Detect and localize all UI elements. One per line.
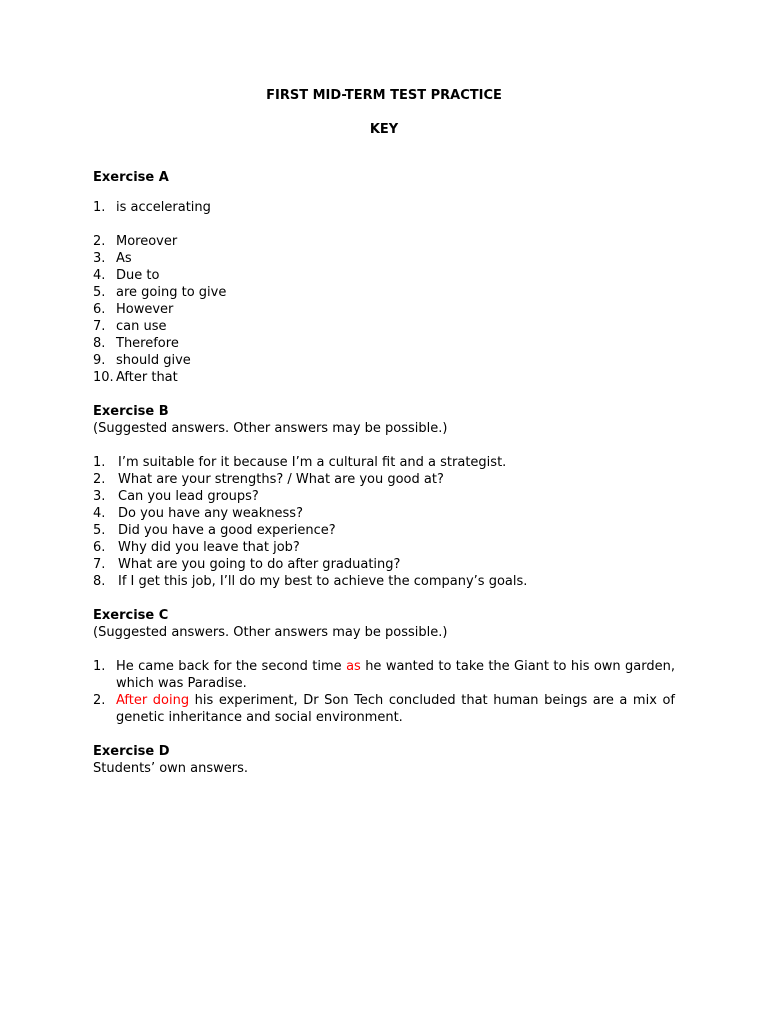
item-number: 1. <box>93 200 106 215</box>
item-answer: If I get this job, I’ll do my best to achieve the company’s goals. <box>118 574 528 589</box>
item-answer <box>116 658 675 692</box>
exercise-d-heading: Exercise D <box>93 744 170 759</box>
item-answer: As <box>116 251 132 266</box>
exercise-d-text: Students’ own answers. <box>93 761 249 776</box>
item-answer: is accelerating <box>116 200 211 215</box>
item-number: 9. <box>93 353 106 368</box>
exercise-b-heading: Exercise B <box>93 404 169 419</box>
item-answer: Did you have a good experience? <box>118 523 336 538</box>
item-number: 8. <box>93 574 106 589</box>
item-answer: Moreover <box>116 234 178 249</box>
highlighted-answer: as <box>346 659 361 674</box>
item-answer: are going to give <box>116 285 227 300</box>
item-number: 2. <box>93 693 106 708</box>
answer-text: He came back for the second time <box>116 659 347 674</box>
exercise-b-note: (Suggested answers. Other answers may be possible.) <box>93 421 448 436</box>
item-number: 2. <box>93 234 106 249</box>
item-number: 2. <box>93 472 106 487</box>
item-answer <box>116 692 675 726</box>
item-number: 7. <box>93 319 106 334</box>
item-number: 3. <box>93 489 106 504</box>
item-number: 1. <box>93 659 106 674</box>
item-number: 4. <box>93 506 106 521</box>
document-title: FIRST MID-TERM TEST PRACTICE <box>266 88 502 103</box>
item-number: 4. <box>93 268 106 283</box>
document-subtitle: KEY <box>369 122 399 137</box>
item-answer: Therefore <box>116 336 179 351</box>
answer-text: his experiment, Dr Son Tech concluded that human beings are a mix of genetic inheritance and social environment. <box>116 693 675 725</box>
item-answer: After that <box>116 370 178 385</box>
item-number: 6. <box>93 302 106 317</box>
item-answer: can use <box>116 319 167 334</box>
item-number: 5. <box>93 523 106 538</box>
item-number: 3. <box>93 251 106 266</box>
item-answer: What are you going to do after graduating? <box>118 557 401 572</box>
exercise-c-heading: Exercise C <box>93 608 169 623</box>
item-answer: Do you have any weakness? <box>118 506 303 521</box>
exercise-a-heading: Exercise A <box>93 170 169 185</box>
item-answer: Due to <box>116 268 160 283</box>
item-number: 6. <box>93 540 106 555</box>
item-answer: should give <box>116 353 191 368</box>
item-number: 10. <box>93 370 114 385</box>
highlighted-answer: After doing <box>116 693 190 708</box>
item-number: 8. <box>93 336 106 351</box>
item-answer: Can you lead groups? <box>118 489 259 504</box>
item-answer: I’m suitable for it because I’m a cultural fit and a strategist. <box>118 455 507 470</box>
item-answer: What are your strengths? / What are you good at? <box>118 472 444 487</box>
item-number: 1. <box>93 455 106 470</box>
item-answer: However <box>116 302 174 317</box>
exercise-c-note: (Suggested answers. Other answers may be possible.) <box>93 625 448 640</box>
item-answer: Why did you leave that job? <box>118 540 300 555</box>
answer-text: he wanted to take the Giant to his own garden, which was Paradise. <box>116 659 676 691</box>
item-number: 7. <box>93 557 106 572</box>
item-number: 5. <box>93 285 106 300</box>
